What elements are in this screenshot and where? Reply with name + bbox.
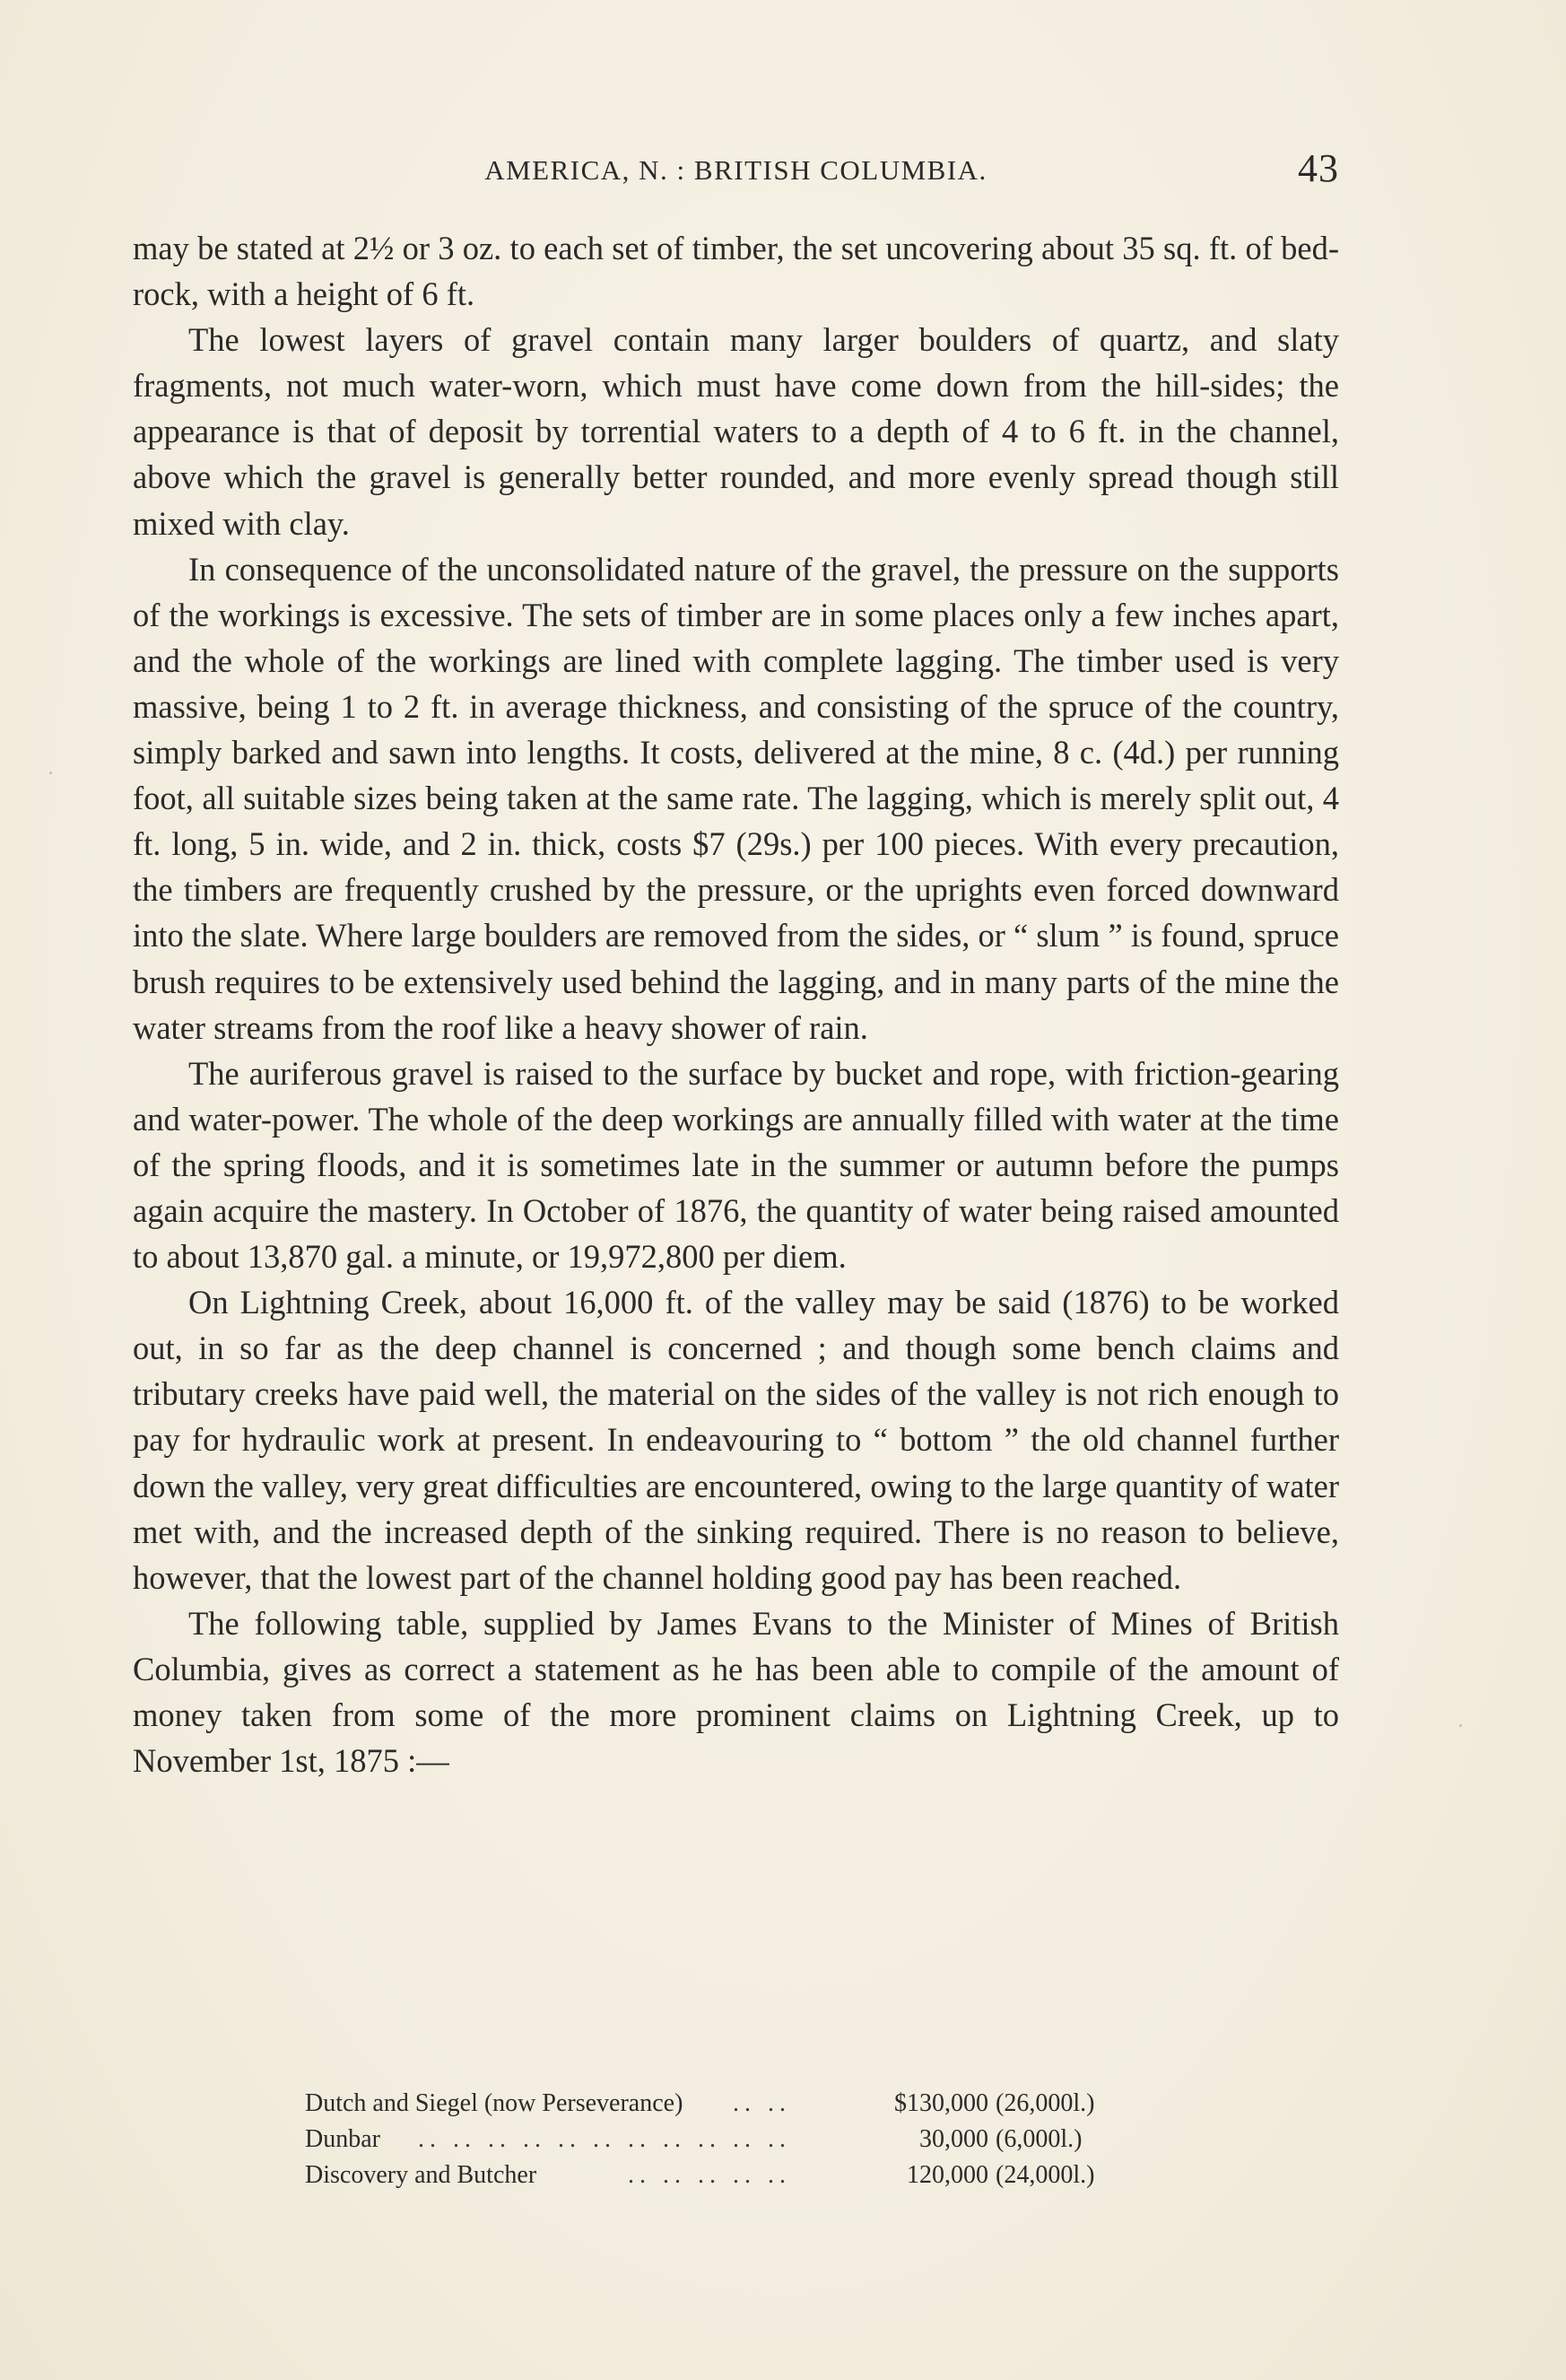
claim-name: Discovery and Butcher [305,2161,537,2189]
claim-dollars: 120,000 [907,2161,988,2189]
paragraph: may be stated at 2½ or 3 oz. to each set of timber, the set uncovering about 35 sq. ft. of bed-rock, with a height of 6 ft. [133,230,1339,313]
claim-sterling: (26,000l.) [996,2089,1095,2117]
claim-dollars: $130,000 [894,2089,988,2117]
paragraph: On Lightning Creek, about 16,000 ft. of the valley may be said (1876) to be worked out, in so far as the deep channel is concerned ; and though some bench claims and tributary creeks have paid well, the material on the sides of the valley is not rich enough to pay for hydraulic work at present. In endeavouring to “ bottom ” the old channel further down the valley, very great difficulties are encountered, owing to the large quantity of water met with, and the increased depth of the sinking required. There is no reason to believe, however, that the lowest part of the channel holding good pay has been reached. [133,1284,1339,1596]
claim-sterling: (24,000l.) [996,2161,1095,2189]
paper-speck [1459,1724,1462,1727]
running-head: AMERICA, N. : BRITISH COLUMBIA. [484,154,987,186]
paper-speck [49,772,52,774]
paragraph: The auriferous gravel is raised to the surface by bucket and rope, with friction-gearing and water-power. The whole of the deep workings are annually filled with water at the time of the spring floods, and it is sometimes late in the summer or autumn before the pumps again acquire the mastery. In October of 1876, the quantity of water being raised amounted to about 13,870 gal. a minute, or 19,972,800 per diem. [133,1054,1339,1276]
paragraph: The following table, supplied by James Evans to the Minister of Mines of British Columbia, gives as correct a statement as he has been able to compile of the amount of money taken from some of the more prominent claims on Lightning Creek, up to November 1st, 1875 :— [133,1604,1339,1780]
claim-name: Dutch and Siegel (now Perseverance) [305,2089,683,2117]
claim-sterling: (6,000l.) [996,2125,1083,2153]
table-row [305,2158,1184,2193]
claim-dollars: 30,000 [919,2125,988,2153]
dot-leaders: .. .. .. .. .. .. .. .. .. .. .. [418,2125,791,2153]
table-row [305,2122,1184,2158]
paragraph: The lowest layers of gravel contain many larger boulders of quartz, and slaty fragments, not much water-worn, which must have come down from the hill-sides; the appearance is that of deposit by torrential waters to a depth of 4 to 6 ft. in the channel, above which the gravel is generally better rounded, and more evenly spread though still mixed with clay. [133,321,1339,542]
claims-table [305,2086,1184,2193]
page-header [133,142,1339,196]
page-number: 43 [1298,146,1339,190]
dot-leaders: .. .. [733,2089,791,2117]
claim-name: Dunbar [305,2125,380,2153]
body-text [133,225,1339,1783]
table-row [305,2086,1184,2122]
paragraph: In consequence of the unconsolidated nature of the gravel, the pressure on the supports of the workings is excessive. The sets of timber are in some places only a few inches apart, and the whole of the workings are lined with complete lagging. The timber used is very massive, being 1 to 2 ft. in average thickness, and consisting of the spruce of the country, simply barked and sawn into lengths. It costs, delivered at the mine, 8 c. (4d.) per running foot, all suitable sizes being taken at the same rate. The lagging, which is merely split out, 4 ft. long, 5 in. wide, and 2 in. thick, costs $7 (29s.) per 100 pieces. With every precaution, the timbers are frequently crushed by the pressure, or the uprights even forced downward into the slate. Where large boulders are removed from the sides, or “ slum ” is found, spruce brush requires to be extensively used behind the lagging, and in many parts of the mine the water streams from the roof like a heavy shower of rain. [133,550,1339,1046]
dot-leaders: .. .. .. .. .. [628,2161,791,2189]
